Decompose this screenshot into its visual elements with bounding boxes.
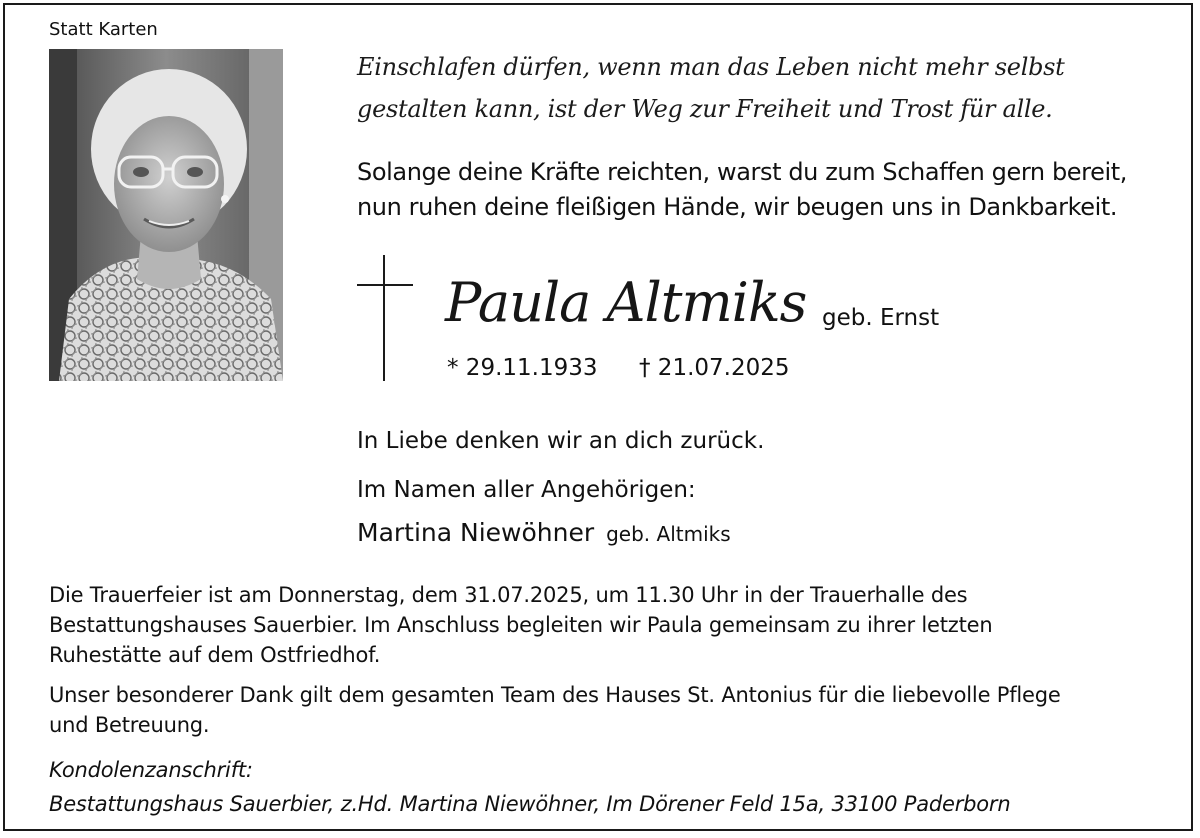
quote-line-2: gestalten kann, ist der Weg zur Freiheit und Trost für alle. xyxy=(357,95,1053,123)
birth-date: * 29.11.1933 xyxy=(447,355,598,381)
deceased-name: Paula Altmiks xyxy=(445,271,807,334)
mourners-intro: Im Namen aller Angehörigen: xyxy=(357,477,696,503)
signer xyxy=(357,518,731,547)
thanks-line-2: und Betreuung. xyxy=(49,713,210,737)
deceased-birth-name: geb. Ernst xyxy=(822,305,940,331)
portrait-photo-icon xyxy=(49,49,283,381)
funeral-line-2: Bestattungshauses Sauerbier. Im Anschluss begleiten wir Paula gemeinsam zu ihrer letzten xyxy=(49,613,993,637)
signer-birth-name: geb. Altmiks xyxy=(606,522,731,546)
thanks-line-1: Unser besonderer Dank gilt dem gesamten Team des Hauses St. Antonius für die liebevolle Pflege xyxy=(49,683,1061,707)
funeral-line-3: Ruhestätte auf dem Ostfriedhof. xyxy=(49,643,381,667)
obituary-card xyxy=(3,3,1193,831)
memory-line: In Liebe denken wir an dich zurück. xyxy=(357,428,765,454)
verse-line-1: Solange deine Kräfte reichten, warst du zum Schaffen gern bereit, xyxy=(357,158,1127,186)
funeral-line-1: Die Trauerfeier ist am Donnerstag, dem 31.07.2025, um 11.30 Uhr in der Trauerhalle des xyxy=(49,583,968,607)
portrait-photo xyxy=(49,49,283,381)
quote-line-1: Einschlafen dürfen, wenn man das Leben nicht mehr selbst xyxy=(357,53,1065,81)
quote xyxy=(357,46,1065,130)
condolence-label: Kondolenzanschrift: xyxy=(49,758,253,782)
funeral-paragraph xyxy=(49,580,1139,670)
signer-name: Martina Niewöhner xyxy=(357,518,595,547)
condolence-address: Bestattungshaus Sauerbier, z.Hd. Martina Niewöhner, Im Dörener Feld 15a, 33100 Paderborn xyxy=(49,792,1011,816)
statt-karten-label: Statt Karten xyxy=(49,19,158,40)
death-date: † 21.07.2025 xyxy=(639,355,790,381)
condolence-block xyxy=(49,753,1010,821)
cross-icon xyxy=(355,255,417,383)
thanks-paragraph xyxy=(49,680,1139,740)
verse-line-2: nun ruhen deine fleißigen Hände, wir beugen uns in Dankbarkeit. xyxy=(357,193,1118,221)
verse xyxy=(357,155,1127,225)
